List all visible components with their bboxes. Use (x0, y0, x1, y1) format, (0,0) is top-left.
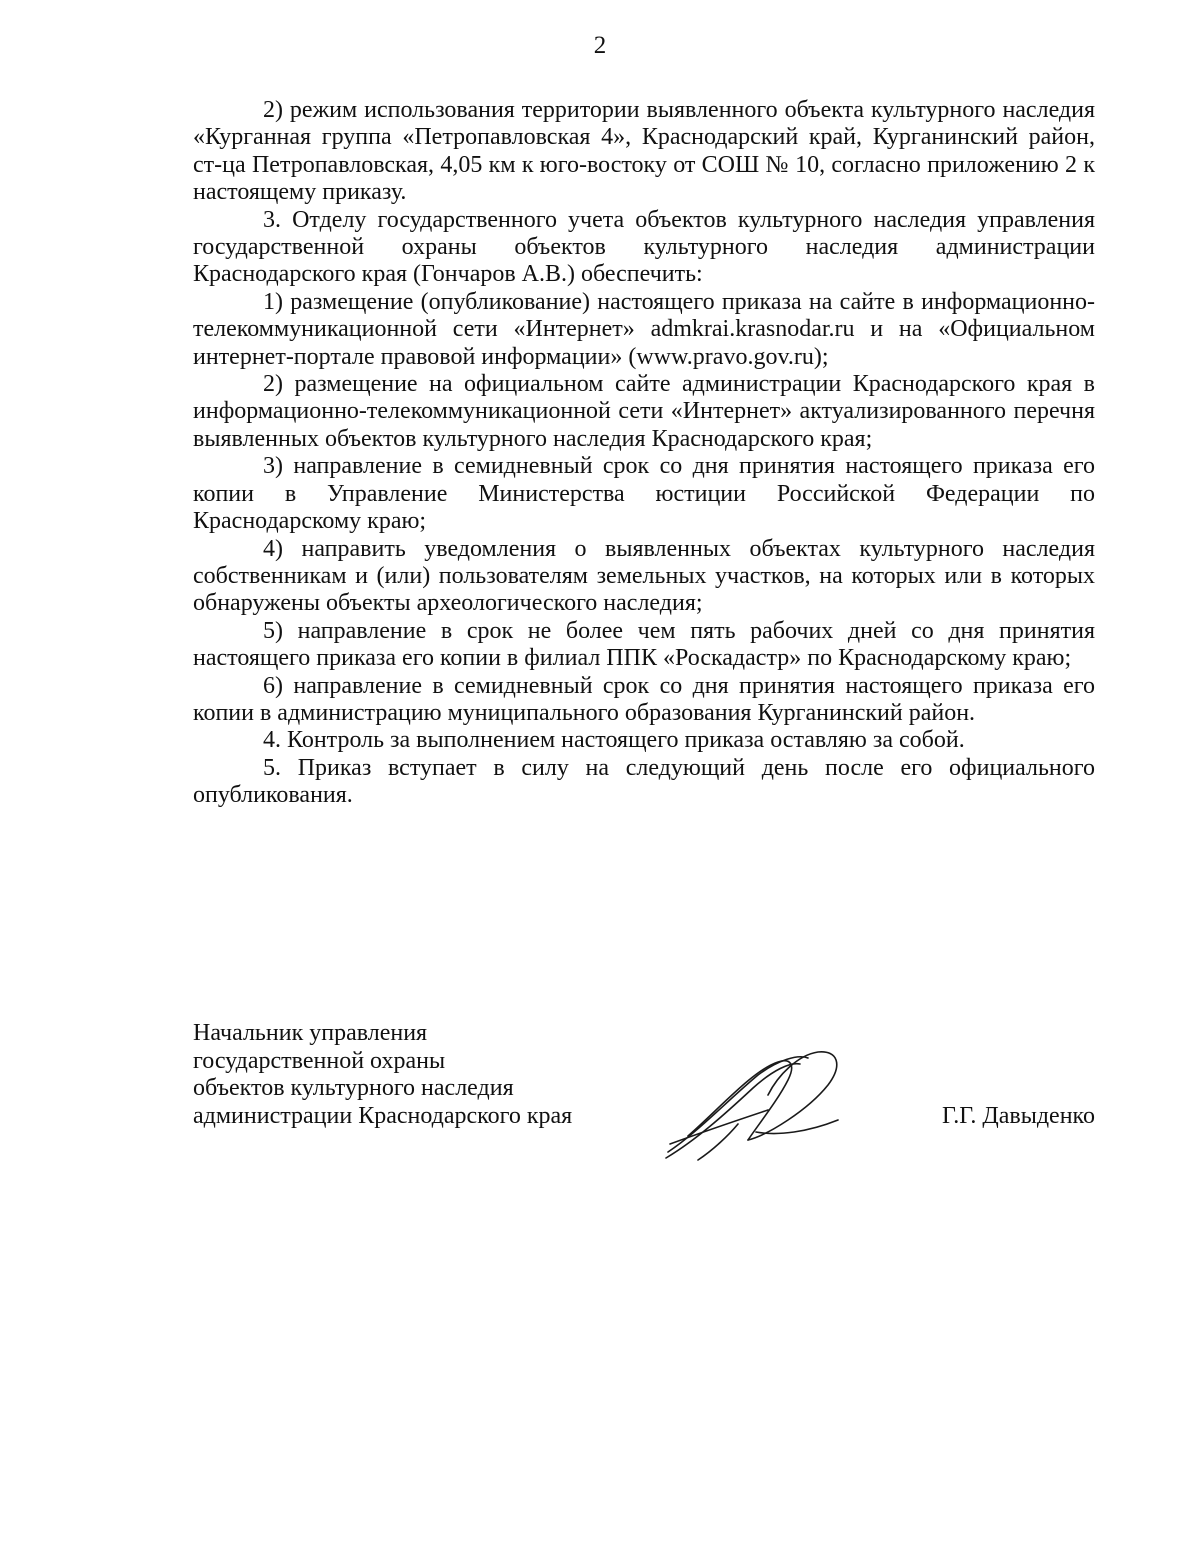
signatory-title-line: администрации Краснодарского края (193, 1102, 573, 1129)
page-number: 2 (593, 32, 607, 59)
paragraph-clause-5: 5. Приказ вступает в силу на следующий день после его официального опубликования. (193, 754, 1095, 809)
signatory-title-line: объектов культурного наследия (193, 1075, 514, 1101)
paragraph-subclause-2: 2) размещение на официальном сайте администрации Краснодарского края в информационно-телекоммуникационной сети «Интернет» актуализированного перечня выявленных объектов культурного наследия Краснодарского края; (193, 371, 1095, 452)
paragraph-subclause-1: 1) размещение (опубликование) настоящего приказа на сайте в информационно-телекоммуникационной сети «Интернет» admkrai.krasnodar.ru и на «Официальном интернет-портале правовой информации» (www.pravo.gov.ru); (193, 288, 1095, 370)
signatory-title (193, 1020, 572, 1130)
paragraph-clause-3: 3. Отделу государственного учета объектов культурного наследия управления государственной охраны объектов культурного наследия администрации Краснодарского края (Гончаров А.В.) обеспечить: (193, 206, 1095, 288)
paragraph-subclause-6: 6) направление в семидневный срок со дня принятия настоящего приказа его копии в администрацию муниципального образования Курганинский район. (193, 672, 1095, 726)
paragraph-clause-4: 4. Контроль за выполнением настоящего приказа оставляю за собой. (263, 727, 965, 754)
document-body (193, 97, 1095, 810)
paragraph-subclause-4: 4) направить уведомления о выявленных объектах культурного наследия собственникам и (или) пользователям земельных участков, на которых или в которых обнаружены объекты археологического наследия; (193, 535, 1095, 617)
signatory-name: Г.Г. Давыденко (942, 1102, 1095, 1129)
signatory-title-line: Начальник управления (193, 1020, 428, 1046)
signature-block (193, 1020, 1095, 1160)
paragraph-subclause-5: 5) направление в срок не более чем пять рабочих дней со дня принятия настоящего приказа его копии в филиал ППК «Роскадастр» по Краснодарскому краю; (193, 617, 1095, 672)
signatory-title-line: государственной охраны (193, 1047, 446, 1074)
paragraph-subclause-3: 3) направление в семидневный срок со дня принятия настоящего приказа его копии в Управление Министерства юстиции Российской Федерации по Краснодарскому краю; (193, 453, 1095, 535)
handwritten-signature-icon (658, 1040, 858, 1180)
paragraph-item-2-regime: 2) режим использования территории выявленного объекта культурного наследия «Курганная группа «Петропавловская 4», Краснодарский край, Курганинский район, ст-ца Петропавловская, 4,05 км к юго-востоку от СОШ № 10, согласно приложению 2 к настоящему приказу. (193, 97, 1095, 206)
